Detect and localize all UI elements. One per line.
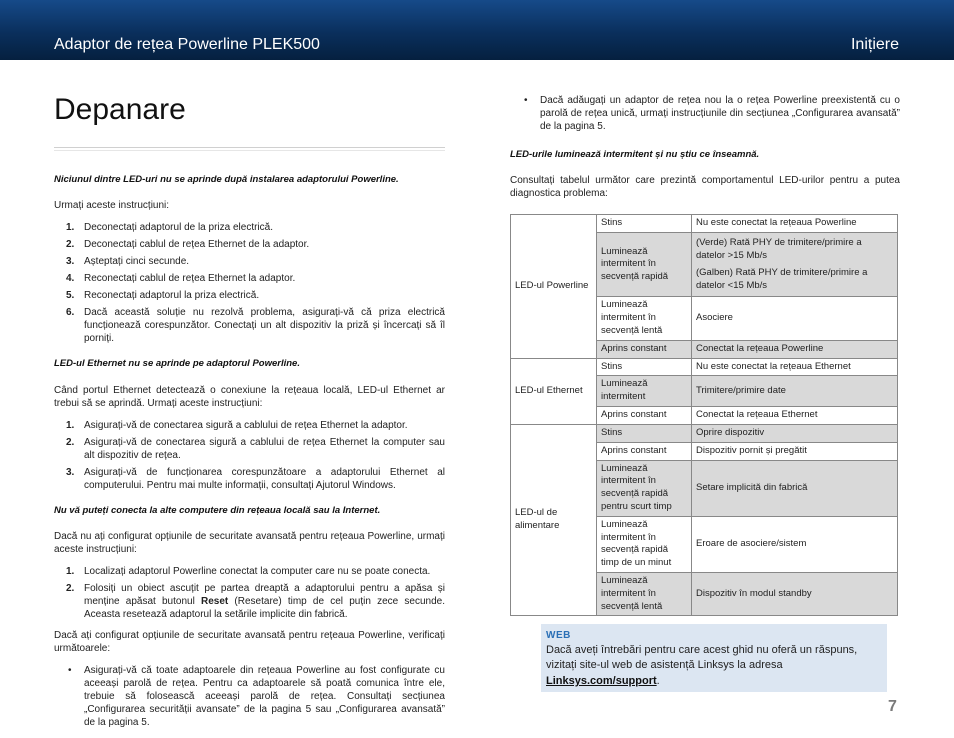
page-title: Depanare bbox=[54, 93, 186, 126]
web-box-text: Dacă aveți întrebări pentru care acest ghid nu oferă un răspuns, vizitați site-ul web de asistență Linksys la adresa Linksys.com/support. bbox=[546, 644, 858, 687]
table-cell-state: Luminează intermitent în secvență lentă bbox=[597, 297, 692, 340]
table-cell-description: Setare implicită din fabrică bbox=[692, 460, 898, 516]
table-cell-description: Conectat la rețeaua Powerline bbox=[692, 340, 898, 358]
table-cell-description: Dispozitiv în modul standby bbox=[692, 573, 898, 616]
section-intro: Dacă nu ați configurat opțiunile de securitate avansată pentru rețeaua Powerline, urmați aceste instrucțiuni: bbox=[54, 531, 445, 556]
section-heading-cannot-connect: Nu vă puteți conecta la alte computere din rețeaua locală sau la Internet. bbox=[54, 504, 381, 516]
section-intro: Consultați tabelul următor care prezintă comportamentul LED-urilor pentru a putea diagnostica problema: bbox=[510, 175, 900, 200]
list-item: 1. Localizați adaptorul Powerline conectat la computer care nu se poate conecta. bbox=[66, 566, 431, 578]
table-row bbox=[511, 358, 898, 376]
list-item: 3. Asigurați-vă de funcționarea corespunzătoare a adaptorului Ethernet al computerului. Pentru mai multe informații, consultați Ajutorul Windows. bbox=[66, 466, 445, 491]
table-group-label: LED-ul de alimentare bbox=[511, 424, 597, 616]
section-heading-no-leds: Niciunul dintre LED-uri nu se aprinde după instalarea adaptorului Powerline. bbox=[54, 174, 399, 185]
advanced-security-intro: Dacă ați configurat opțiunile de securitate avansată pentru rețeaua Powerline, verificați următoarele: bbox=[54, 630, 445, 655]
support-link[interactable]: Linksys.com/support bbox=[546, 674, 657, 687]
right-column bbox=[510, 94, 900, 616]
list-item: 3. Așteptați cinci secunde. bbox=[66, 256, 190, 268]
table-cell-state: Stins bbox=[597, 424, 692, 442]
list-item: 2. Asigurați-vă de conectarea sigură a cablului de rețea Ethernet la computer sau alt dispozitiv de rețea. bbox=[66, 436, 445, 461]
section-heading-blinking-leds: LED-urile luminează intermitent și nu știu ce înseamnă. bbox=[510, 149, 760, 160]
list-item: • Asigurați-vă că toate adaptoarele din rețeaua Powerline au fost configurate cu aceeași parolă de rețea. Pentru ca adaptoarele să poată comunica între ele, trebuie să folosească aceeași parolă de rețea. Consultați secțiunea „Configurarea securității avansate” de la pagina 5 sau „Configurarea avansată” de la pagina 5. bbox=[68, 665, 445, 729]
table-cell-state: Stins bbox=[597, 215, 692, 233]
list-item: 1. Asigurați-vă de conectarea sigură a cablului de rețea Ethernet la adaptor. bbox=[66, 419, 408, 431]
list-item: 1. Deconectați adaptorul de la priza electrică. bbox=[66, 222, 273, 234]
table-cell-state: Stins bbox=[597, 358, 692, 376]
table-cell-state: Luminează intermitent în secvență rapidă timp de un minut bbox=[597, 516, 692, 572]
title-divider bbox=[54, 147, 445, 151]
table-cell-state: Aprins constant bbox=[597, 442, 692, 460]
table-cell-description: Asociere bbox=[692, 297, 898, 340]
table-cell-state: Luminează intermitent în secvență rapidă bbox=[597, 233, 692, 297]
section-heading-ethernet-led: LED-ul Ethernet nu se aprinde pe adaptorul Powerline. bbox=[54, 358, 300, 370]
header-product-title: Adaptor de rețea Powerline PLEK500 bbox=[54, 36, 320, 53]
table-cell-state: Luminează intermitent în secvență lentă bbox=[597, 573, 692, 616]
list-item: 6. Dacă această soluție nu rezolvă problema, asigurați-vă că priza electrică funcționează corespunzător. Conectați un alt dispozitiv la priză și încercați să îl porniți. bbox=[66, 307, 445, 345]
table-cell-description: Eroare de asociere/sistem bbox=[692, 516, 898, 572]
table-cell-description: (Verde) Rată PHY de trimitere/primire a datelor >15 Mb/s (Galben) Rată PHY de trimitere/primire a datelor <15 Mb/s bbox=[692, 233, 898, 297]
table-cell-description: Trimitere/primire date bbox=[692, 376, 898, 407]
table-cell-description: Nu este conectat la rețeaua Ethernet bbox=[692, 358, 898, 376]
table-cell-state: Aprins constant bbox=[597, 407, 692, 425]
steps-list-ethernet bbox=[54, 419, 445, 492]
section-intro: Urmați aceste instrucțiuni: bbox=[54, 200, 170, 212]
web-box-label: WEB bbox=[546, 630, 571, 641]
list-item: 4. Reconectați cablul de rețea Ethernet la adaptor. bbox=[66, 273, 296, 285]
steps-list-cannot-connect bbox=[54, 565, 445, 621]
list-item: • Dacă adăugați un adaptor de rețea nou la o rețea Powerline preexistentă cu o parolă de rețea unică, urmați instrucțiunile din secțiunea „Configurarea avansată” de la pagina 5. bbox=[524, 95, 900, 132]
table-cell-description: Conectat la rețeaua Ethernet bbox=[692, 407, 898, 425]
table-row bbox=[511, 424, 898, 442]
table-cell-description: Dispozitiv pornit și pregătit bbox=[692, 442, 898, 460]
table-row bbox=[511, 215, 898, 233]
table-cell-state: Luminează intermitent în secvență rapidă pentru scurt timp bbox=[597, 460, 692, 516]
list-item: 2. Folosiți un obiect ascuțit pe partea dreaptă a adaptorului pentru a apăsa și menține apăsat butonul Reset (Resetare) timp de cel puțin zece secunde. Aceasta resetează adaptorul la setările implicite din fabrică. bbox=[66, 583, 445, 621]
bullet-list-left bbox=[54, 664, 445, 729]
section-intro: Când portul Ethernet detectează o conexiune la rețeaua locală, LED-ul Ethernet ar trebui să se aprindă. Urmați aceste instrucțiuni: bbox=[54, 384, 445, 409]
page-number: 7 bbox=[888, 698, 897, 715]
bullet-list-right bbox=[510, 94, 900, 133]
web-info-box bbox=[541, 624, 887, 692]
table-cell-state: Luminează intermitent bbox=[597, 376, 692, 407]
list-item: 5. Reconectați adaptorul la priza electrică. bbox=[66, 290, 260, 302]
table-cell-state: Aprins constant bbox=[597, 340, 692, 358]
list-item: 2. Deconectați cablul de rețea Ethernet de la adaptor. bbox=[66, 239, 310, 251]
table-cell-description: Nu este conectat la rețeaua Powerline bbox=[692, 215, 898, 233]
led-behavior-table bbox=[510, 214, 898, 616]
table-group-label: LED-ul Powerline bbox=[511, 215, 597, 358]
steps-list-no-leds bbox=[54, 221, 445, 345]
page-header bbox=[0, 0, 954, 60]
reset-button-label: Reset bbox=[200, 596, 229, 608]
header-section-title: Inițiere bbox=[850, 36, 899, 53]
table-cell-description: Oprire dispozitiv bbox=[692, 424, 898, 442]
left-column bbox=[54, 174, 445, 729]
table-group-label: LED-ul Ethernet bbox=[511, 358, 597, 424]
